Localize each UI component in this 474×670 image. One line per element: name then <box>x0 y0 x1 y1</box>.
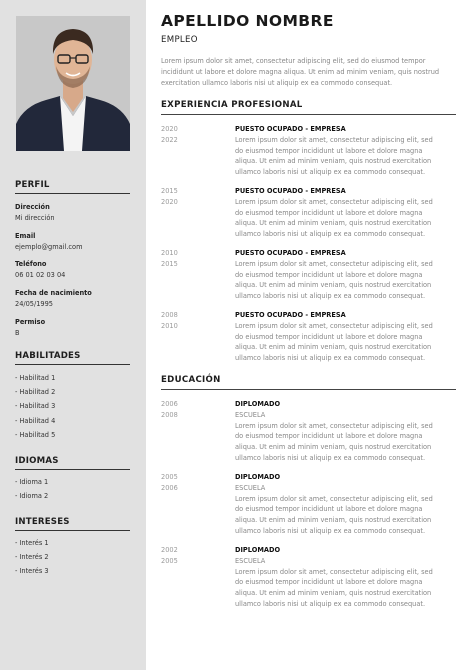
start-year: 2020 <box>161 125 178 133</box>
profile-photo <box>16 16 130 151</box>
license-label: Permiso <box>15 318 46 326</box>
degree-title: DIPLOMADO <box>235 400 281 408</box>
language-item: - Idioma 2 <box>15 492 49 500</box>
entry-description-line: aliqua. Ut enim ad minim veniam, quis nostrud exercitation <box>235 281 432 290</box>
person-portrait-icon <box>16 16 130 151</box>
entry-content <box>235 310 450 364</box>
address-value: Mi dirección <box>15 214 55 222</box>
entry-description-line: ullamco laboris nisi ut aliquip ex ea commodo consequat. <box>235 354 426 363</box>
skills-heading: HABILITADES <box>15 351 130 365</box>
end-year: 2006 <box>161 483 178 492</box>
end-year: 2005 <box>161 556 178 565</box>
entry-description-line: do eiusmod tempor incididunt ut labore et dolore magna <box>235 208 423 217</box>
entry-description-line: aliqua. Ut enim ad minim veniam, quis nostrud exercitation <box>235 516 432 525</box>
entry-description-line: Lorem ipsum dolor sit amet, consectetur adipiscing elit, sed <box>235 321 433 330</box>
skill-item: - Habilitad 2 <box>15 388 56 396</box>
degree-title: DIPLOMADO <box>235 473 281 481</box>
position-title: PUESTO OCUPADO - EMPRESA <box>235 187 346 195</box>
entry-description-line: Lorem ipsum dolor sit amet, consectetur adipiscing elit, sed <box>235 135 433 144</box>
entry-years <box>161 472 221 494</box>
entry-description-line: aliqua. Ut enim ad minim veniam, quis nostrud exercitation <box>235 343 432 352</box>
start-year: 2015 <box>161 187 178 195</box>
entry-description-line: do eiusmod tempor incididunt ut labore et dolore magna <box>235 578 423 587</box>
job-title: EMPLEO <box>161 35 198 45</box>
skill-item: - Habilitad 5 <box>15 431 56 439</box>
interest-item: - Interés 3 <box>15 567 49 575</box>
start-year: 2005 <box>161 473 178 481</box>
entry-content <box>235 248 450 302</box>
start-year: 2006 <box>161 400 178 408</box>
entry-years <box>161 248 221 270</box>
position-title: PUESTO OCUPADO - EMPRESA <box>235 311 346 319</box>
entry-description-line: ullamco laboris nisi ut aliquip ex ea commodo consequat. <box>235 230 426 239</box>
entry-description-line: ullamco laboris nisi ut aliquip ex ea commodo consequat. <box>235 292 426 301</box>
phone-label: Teléfono <box>15 260 47 268</box>
entry-years <box>161 186 221 208</box>
entry-content <box>235 472 450 537</box>
entry-content <box>235 124 450 178</box>
perfil-heading: PERFIL <box>15 180 130 194</box>
entry-years <box>161 399 221 421</box>
entry-description-line: aliqua. Ut enim ad minim veniam, quis nostrud exercitation <box>235 219 432 228</box>
address-label: Dirección <box>15 203 50 211</box>
entry-description-line: do eiusmod tempor incididunt ut labore et dolore magna <box>235 505 423 514</box>
end-year: 2022 <box>161 135 178 144</box>
end-year: 2008 <box>161 410 178 419</box>
license-value: B <box>15 329 20 337</box>
entry-years <box>161 124 221 146</box>
entry-description-line: Lorem ipsum dolor sit amet, consectetur adipiscing elit, sed <box>235 494 433 503</box>
entry-description-line: ullamco laboris nisi ut aliquip ex ea commodo consequat. <box>235 526 426 535</box>
degree-title: DIPLOMADO <box>235 546 281 554</box>
entry-description-line: do eiusmod tempor incididunt ut labore et dolore magna <box>235 146 423 155</box>
experience-heading: EXPERIENCIA PROFESIONAL <box>161 100 456 115</box>
email-label: Email <box>15 232 36 240</box>
start-year: 2002 <box>161 546 178 554</box>
entry-description-line: aliqua. Ut enim ad minim veniam, quis nostrud exercitation <box>235 157 432 166</box>
entry-description-line: Lorem ipsum dolor sit amet, consectetur adipiscing elit, sed <box>235 259 433 268</box>
language-item: - Idioma 1 <box>15 478 49 486</box>
sidebar <box>0 0 146 670</box>
position-title: PUESTO OCUPADO - EMPRESA <box>235 125 346 133</box>
education-heading: EDUCACIÓN <box>161 375 456 390</box>
entry-description-line: do eiusmod tempor incididunt ut labore et dolore magna <box>235 270 423 279</box>
end-year: 2020 <box>161 197 178 206</box>
full-name: APELLIDO NOMBRE <box>161 12 334 30</box>
start-year: 2008 <box>161 311 178 319</box>
entry-description-line: ullamco laboris nisi ut aliquip ex ea commodo consequat. <box>235 599 426 608</box>
school-name: ESCUELA <box>235 483 266 492</box>
entry-years <box>161 310 221 332</box>
skill-item: - Habilitad 3 <box>15 402 56 410</box>
entry-description-line: Lorem ipsum dolor sit amet, consectetur adipiscing elit, sed <box>235 567 433 576</box>
entry-years <box>161 545 221 567</box>
entry-content <box>235 399 450 464</box>
phone-value: 06 01 02 03 04 <box>15 271 66 279</box>
email-value: ejemplo@gmail.com <box>15 243 83 251</box>
end-year: 2010 <box>161 321 178 330</box>
birthdate-value: 24/05/1995 <box>15 300 54 308</box>
profile-summary: Lorem ipsum dolor sit amet, consectetur adipiscing elit, sed do eiusmod tempor incididunt ut labore et dolore magna aliqua. Ut enim ad minim veniam, quis nostrud exercitation ullamco laboris nisi ut aliquip ex ea commodo consequat. <box>161 57 440 87</box>
entry-description-line: do eiusmod tempor incididunt ut labore et dolore magna <box>235 332 423 341</box>
birthdate-label: Fecha de nacimiento <box>15 289 92 297</box>
interests-heading: INTERESES <box>15 517 130 531</box>
entry-description-line: ullamco laboris nisi ut aliquip ex ea commodo consequat. <box>235 453 426 462</box>
entry-description-line: aliqua. Ut enim ad minim veniam, quis nostrud exercitation <box>235 443 432 452</box>
skill-item: - Habilitad 4 <box>15 417 56 425</box>
entry-description-line: aliqua. Ut enim ad minim veniam, quis nostrud exercitation <box>235 589 432 598</box>
entry-content <box>235 186 450 240</box>
entry-description-line: Lorem ipsum dolor sit amet, consectetur adipiscing elit, sed <box>235 421 433 430</box>
entry-description-line: do eiusmod tempor incididunt ut labore et dolore magna <box>235 432 423 441</box>
school-name: ESCUELA <box>235 410 266 419</box>
interest-item: - Interés 1 <box>15 539 49 547</box>
languages-heading: IDIOMAS <box>15 456 130 470</box>
skill-item: - Habilitad 1 <box>15 374 56 382</box>
entry-description-line: ullamco laboris nisi ut aliquip ex ea commodo consequat. <box>235 168 426 177</box>
school-name: ESCUELA <box>235 556 266 565</box>
end-year: 2015 <box>161 259 178 268</box>
entry-description-line: Lorem ipsum dolor sit amet, consectetur adipiscing elit, sed <box>235 197 433 206</box>
start-year: 2010 <box>161 249 178 257</box>
entry-content <box>235 545 450 610</box>
interest-item: - Interés 2 <box>15 553 49 561</box>
position-title: PUESTO OCUPADO - EMPRESA <box>235 249 346 257</box>
